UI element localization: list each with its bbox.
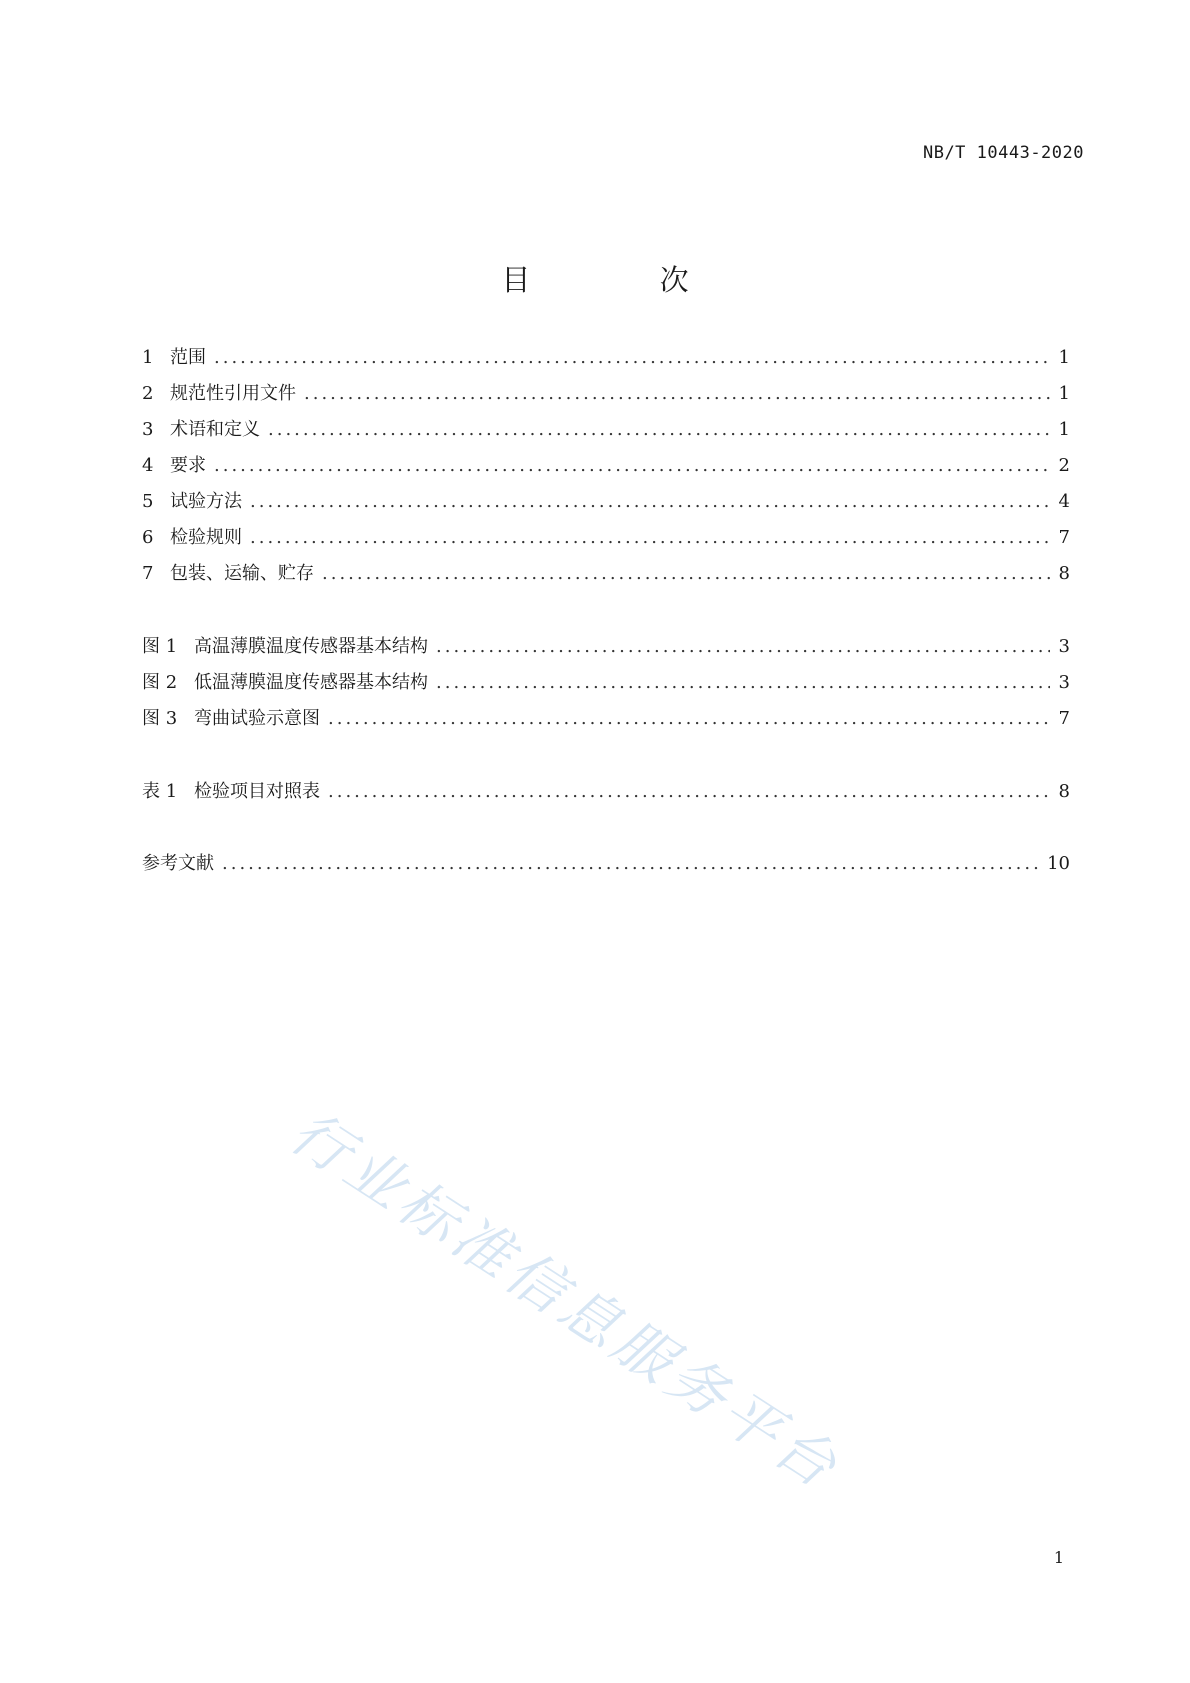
toc-entry-terms[interactable] (142, 416, 1070, 444)
toc-leader-dots (214, 344, 1050, 372)
toc-entry-page: 4 (1058, 491, 1070, 512)
toc-entry-label: 低温薄膜温度传感器基本结构 (194, 672, 428, 693)
toc-entry-figure-1[interactable] (142, 633, 1070, 661)
toc-leader-dots (222, 850, 1041, 878)
toc-leader-dots (250, 488, 1050, 516)
toc-leader-dots (214, 452, 1050, 480)
toc-entry-normative-references[interactable] (142, 380, 1070, 408)
toc-entry-number: 表 1 (142, 781, 178, 802)
toc-entry-figure-2[interactable] (142, 669, 1070, 697)
toc-entry-label: 试验方法 (170, 491, 242, 512)
toc-entry-page: 8 (1058, 781, 1070, 802)
toc-entry-label: 范围 (170, 347, 206, 368)
toc-entry-page: 3 (1058, 672, 1070, 693)
page-title: 目 次 (501, 263, 749, 297)
toc-entry-number: 7 (142, 563, 154, 584)
toc-leader-dots (268, 416, 1050, 444)
toc-entry-page: 2 (1058, 455, 1070, 476)
toc-entry-inspection-rules[interactable] (142, 524, 1070, 552)
toc-entry-label: 术语和定义 (170, 419, 260, 440)
toc-entry-label: 参考文献 (142, 853, 214, 874)
toc-entry-label: 检验规则 (170, 527, 242, 548)
toc-entry-table-1[interactable] (142, 778, 1070, 806)
toc-entry-number: 4 (142, 455, 154, 476)
toc-entry-number: 6 (142, 527, 154, 548)
toc-entry-number: 图 1 (142, 636, 178, 657)
toc-entry-figure-3[interactable] (142, 705, 1070, 733)
toc-entry-page: 8 (1058, 563, 1070, 584)
toc-entry-page: 1 (1058, 347, 1070, 368)
toc-leader-dots (328, 705, 1050, 733)
toc-leader-dots (436, 633, 1050, 661)
toc-entry-label: 弯曲试验示意图 (194, 708, 320, 729)
document-code: NB/T 10443-2020 (922, 143, 1084, 163)
toc-entry-label: 要求 (170, 455, 206, 476)
toc-leader-dots (322, 560, 1050, 588)
toc-entry-label: 规范性引用文件 (170, 383, 296, 404)
toc-entry-scope[interactable] (142, 344, 1070, 372)
toc-entry-label: 检验项目对照表 (194, 781, 320, 802)
page-number: 1 (1053, 1548, 1064, 1567)
toc-leader-dots (304, 380, 1050, 408)
toc-entry-page: 1 (1058, 419, 1070, 440)
toc-entry-number: 2 (142, 383, 154, 404)
toc-entry-packaging[interactable] (142, 560, 1070, 588)
toc-entry-number: 图 3 (142, 708, 178, 729)
toc-entry-page: 7 (1058, 527, 1070, 548)
toc-entry-number: 图 2 (142, 672, 178, 693)
toc-leader-dots (328, 778, 1050, 806)
toc-entry-label: 高温薄膜温度传感器基本结构 (194, 636, 428, 657)
toc-entry-references[interactable] (142, 850, 1070, 878)
toc-entry-test-methods[interactable] (142, 488, 1070, 516)
toc-entry-number: 3 (142, 419, 154, 440)
toc-entry-page: 1 (1058, 383, 1070, 404)
toc-entry-page: 7 (1058, 708, 1070, 729)
toc-entry-page: 10 (1047, 853, 1070, 874)
toc-entry-label: 包装、运输、贮存 (170, 563, 314, 584)
toc-leader-dots (250, 524, 1050, 552)
toc-entry-number: 5 (142, 491, 154, 512)
toc-entry-number: 1 (142, 347, 154, 368)
toc-entry-page: 3 (1058, 636, 1070, 657)
watermark: 行业标准信息服务平台 (278, 1097, 853, 1504)
toc-entry-requirements[interactable] (142, 452, 1070, 480)
toc-leader-dots (436, 669, 1050, 697)
